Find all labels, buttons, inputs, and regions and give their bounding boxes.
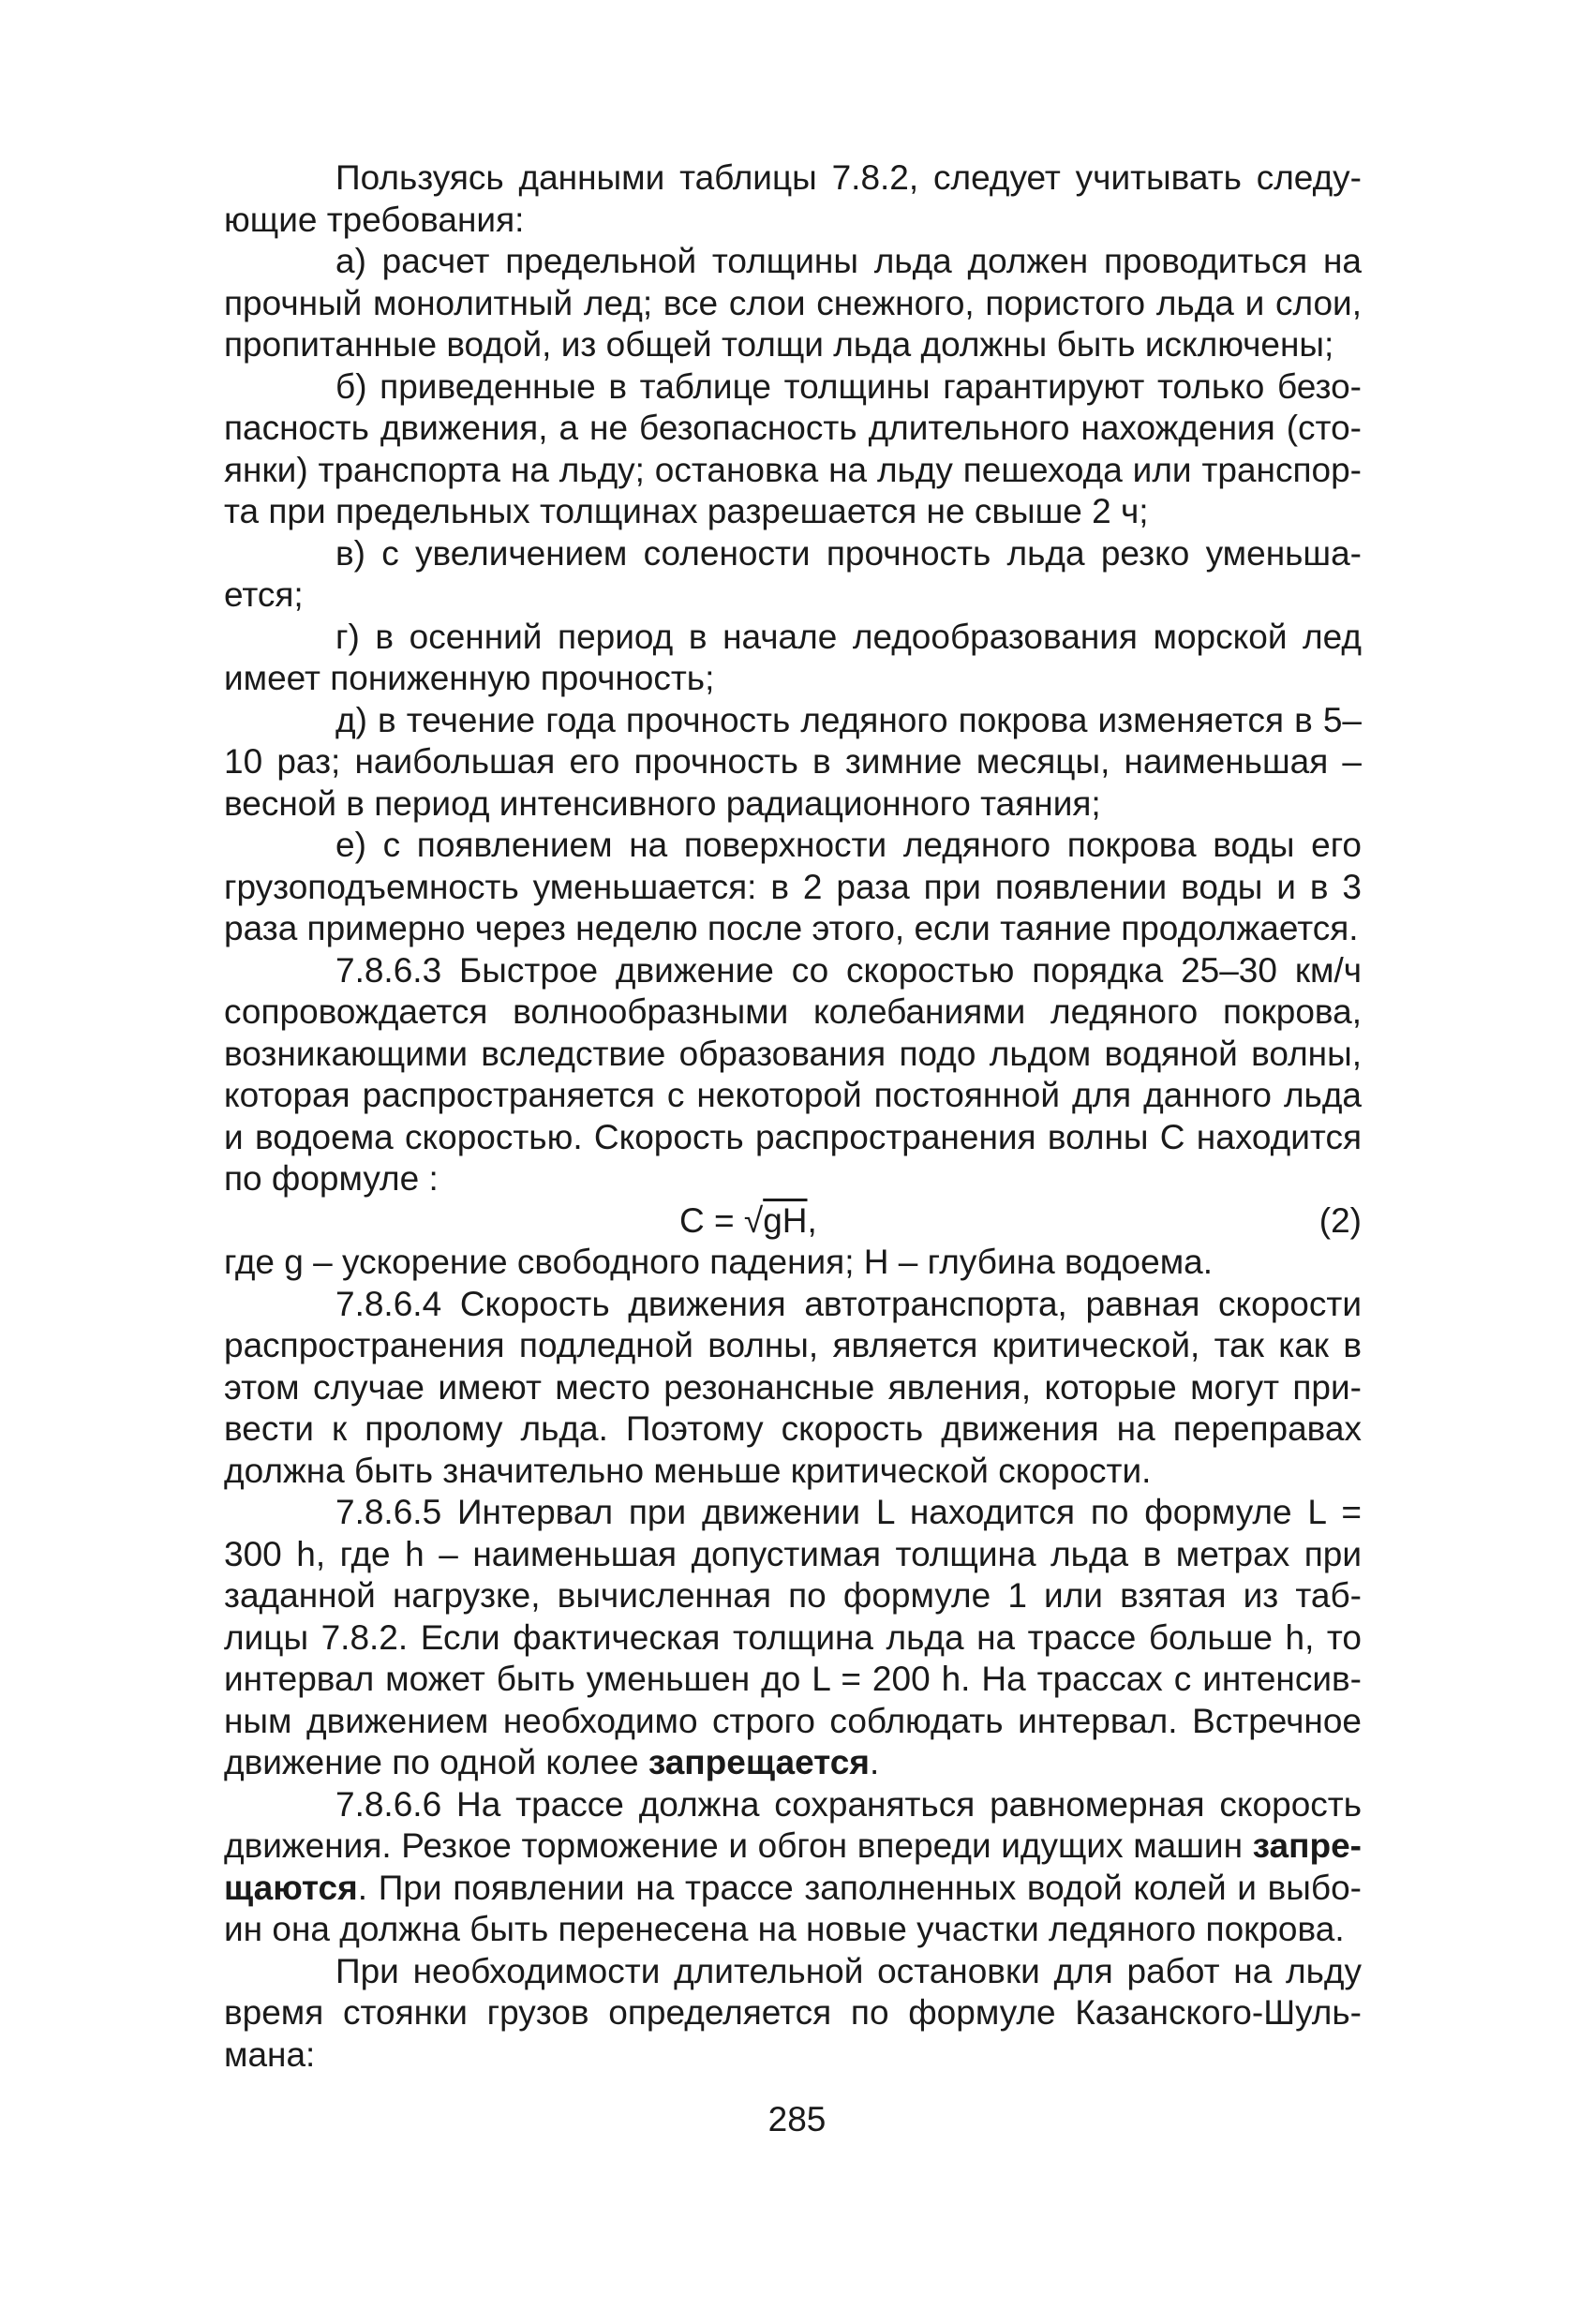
paragraph-7-8-6-5-bold: запрещается (648, 1743, 870, 1781)
paragraph-7-8-6-4: 7.8.6.4 Скорость движения автотранспорта, равная скорости распространения подледной волны, является критической, так как в этом случае имеют место резонансные явления, которые могут привести к пролому льда. Поэтому скорость движения на переправах должна быть значительно меньше критической скорости. (224, 1284, 1362, 1490)
paragraph-7-8-6-6-end: . При появлении на трассе заполненных водой колей и выбоин она должна быть перенесена на новые участки ледяного покрова. (224, 1868, 1362, 1948)
formula-radicand: gH (763, 1200, 808, 1240)
formula-suffix: , (807, 1200, 817, 1240)
paragraph-final: При необходимости длительной остановки для работ на льду время стоянки грузов определяется по формуле Казанского-Шульмана: (224, 1951, 1362, 2074)
paragraph-intro: Пользуясь данными таблицы 7.8.2, следует учитывать следующие требования: (224, 158, 1362, 239)
paragraph-7-8-6-5 (224, 1492, 1362, 1784)
paragraph-item-v: в) с увеличением солености прочность льда резко уменьшается; (224, 533, 1362, 614)
paragraph-7-8-6-3: 7.8.6.3 Быстрое движение со скоростью порядка 25–30 км/ч сопровождается волнообразными колебаниями ледяного покрова, возникающими вследствие образования подо льдом водяной волны, которая распространяется с некоторой постоянной для данного льда и водоема скоростью. Скорость распространения волны С находится по формуле : (224, 950, 1362, 1198)
paragraph-item-b: б) приведенные в таблице толщины гарантируют только безопасность движения, а не безопасность длительного нахождения (стоянки) транспорта на льду; остановка на льду пешехода или транспорта при предельных толщинах разрешается не свыше 2 ч; (224, 366, 1362, 530)
paragraph-7-8-6-5-end: . (869, 1743, 880, 1781)
paragraph-item-d: д) в течение года прочность ледяного покрова изменяется в 5–10 раз; наибольшая его прочность в зимние месяцы, наименьшая – весной в период интенсивного радиационного таяния; (224, 700, 1362, 823)
equation-number: (2) (1318, 1200, 1362, 1240)
paragraph-7-8-6-6-text: 7.8.6.6 На трассе должна сохраняться равномерная скорость движения. Резкое торможение и обгон впереди идущих машин (224, 1784, 1362, 1865)
paragraph-7-8-6-6-bold: запрещаются (224, 1826, 1362, 1907)
formula-prefix: C = √ (679, 1200, 764, 1240)
page-number: 285 (767, 2100, 827, 2138)
formula-row (224, 1200, 1362, 1243)
paragraph-item-g: г) в осенний период в начале ледообразования морской лед имеет пониженную прочность; (224, 617, 1362, 697)
paragraph-item-a: а) расчет предельной толщины льда должен проводиться на прочный монолитный лед; все слои снежного, пористого льда и слои, пропитанные водой, из общей толщи льда должны быть исключены; (224, 242, 1362, 364)
paragraph-7-8-6-5-text: 7.8.6.5 Интервал при движении L находится по формуле L = 300 h, где h – наименьшая допустимая толщина льда в метрах при заданной нагрузке, вычисленная по формуле 1 или взятая из таблицы 7.8.2. Если фактическая толщина льда на трассе больше h, то интервал может быть уменьшен до L = 200 h. На трассах с интенсивным движением необходимо строго соблюдать интервал. Встречное движение по одной колее (224, 1493, 1362, 1781)
formula-wave-speed (679, 1200, 817, 1243)
paragraph-item-e: е) с появлением на поверхности ледяного покрова воды его грузоподъемность уменьшается: в 2 раза при появлении воды и в 3 раза примерно через неделю после этого, если таяние продолжается. (224, 826, 1362, 947)
paragraph-where: где g – ускорение свободного падения; Н – глубина водоема. (224, 1243, 1214, 1281)
paragraph-7-8-6-6 (224, 1784, 1362, 1951)
page-body (224, 157, 1362, 2076)
